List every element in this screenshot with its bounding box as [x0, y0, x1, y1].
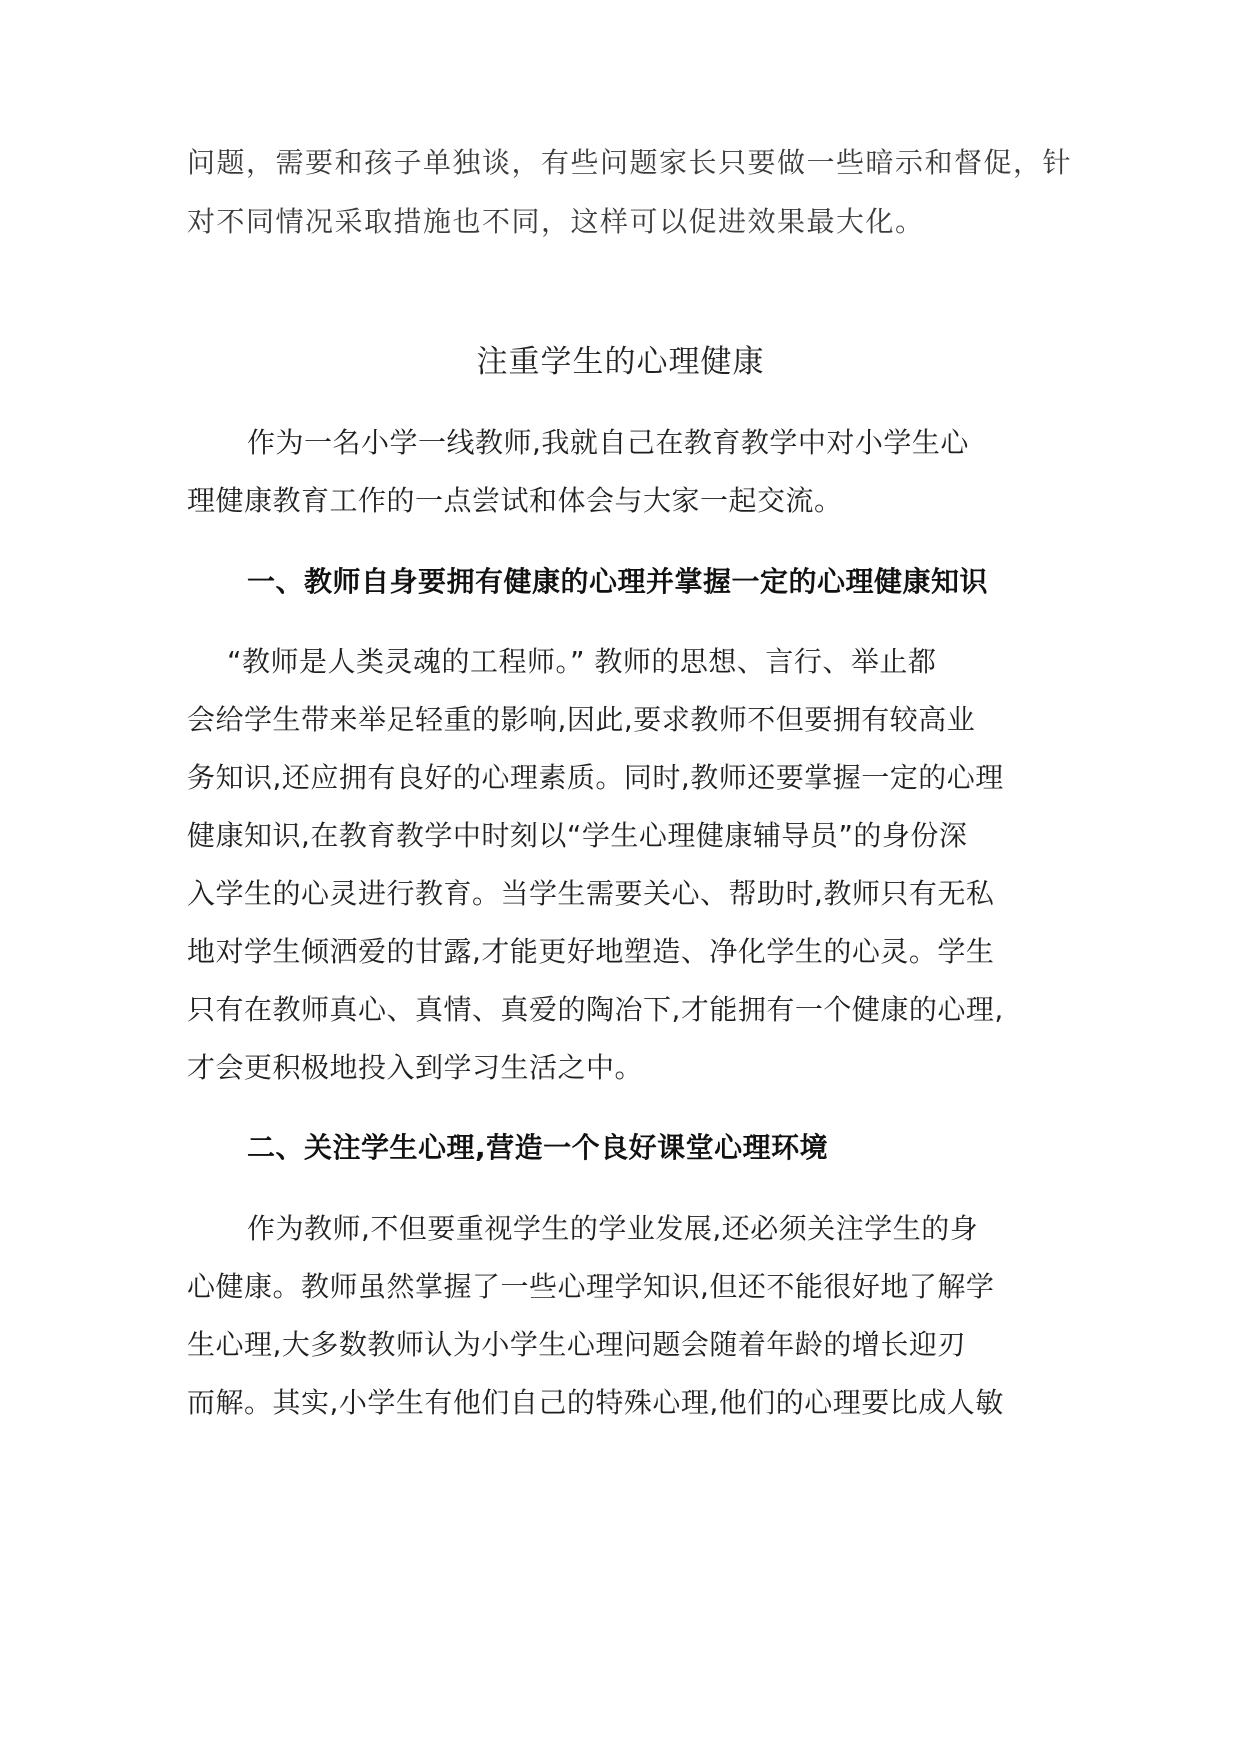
- section1-line-8: 才会更积极地投入到学习生活之中。: [187, 1051, 644, 1084]
- section1-line-3: 务知识,还应拥有良好的心理素质。同时,教师还要掌握一定的心理: [187, 761, 1004, 794]
- intro-line-1: 作为一名小学一线教师,我就自己在教育教学中对小学生心: [247, 426, 969, 459]
- section1-line-1: “教师是人类灵魂的工程师。” 教师的思想、言行、举止都: [227, 645, 937, 678]
- section2-line-3: 生心理,大多数教师认为小学生心理问题会随着年龄的增长迎刃: [187, 1328, 966, 1361]
- page-title: 注重学生的心理健康: [476, 344, 765, 380]
- intro-line-2: 理健康教育工作的一点尝试和体会与大家一起交流。: [187, 484, 843, 517]
- section1-line-5: 入学生的心灵进行教育。当学生需要关心、帮助时,教师只有无私: [187, 877, 995, 910]
- section1-line-4: 健康知识,在教育教学中时刻以“学生心理健康辅导员”的身份深: [187, 819, 968, 852]
- prev-section-line-1: 问题，需要和孩子单独谈，有些问题家长只要做一些暗示和督促，针: [187, 146, 1073, 179]
- section1-line-6: 地对学生倾洒爱的甘露,才能更好地塑造、净化学生的心灵。学生: [187, 935, 995, 968]
- section2-line-4: 而解。其实,小学生有他们自己的特殊心理,他们的心理要比成人敏: [187, 1386, 1004, 1419]
- section1-line-7: 只有在教师真心、真情、真爱的陶冶下,才能拥有一个健康的心理,: [187, 993, 1004, 1026]
- prev-section-line-2: 对不同情况采取措施也不同，这样可以促进效果最大化。: [187, 205, 925, 238]
- section2-heading: 二、关注学生心理,营造一个良好课堂心理环境: [247, 1131, 829, 1164]
- section2-line-2: 心健康。教师虽然掌握了一些心理学知识,但还不能很好地了解学: [187, 1270, 995, 1303]
- section2-line-1: 作为教师,不但要重视学生的学业发展,还必须关注学生的身: [247, 1212, 979, 1245]
- section1-line-2: 会给学生带来举足轻重的影响,因此,要求教师不但要拥有较高业: [187, 703, 976, 736]
- section1-heading: 一、教师自身要拥有健康的心理并掌握一定的心理健康知识: [247, 565, 989, 598]
